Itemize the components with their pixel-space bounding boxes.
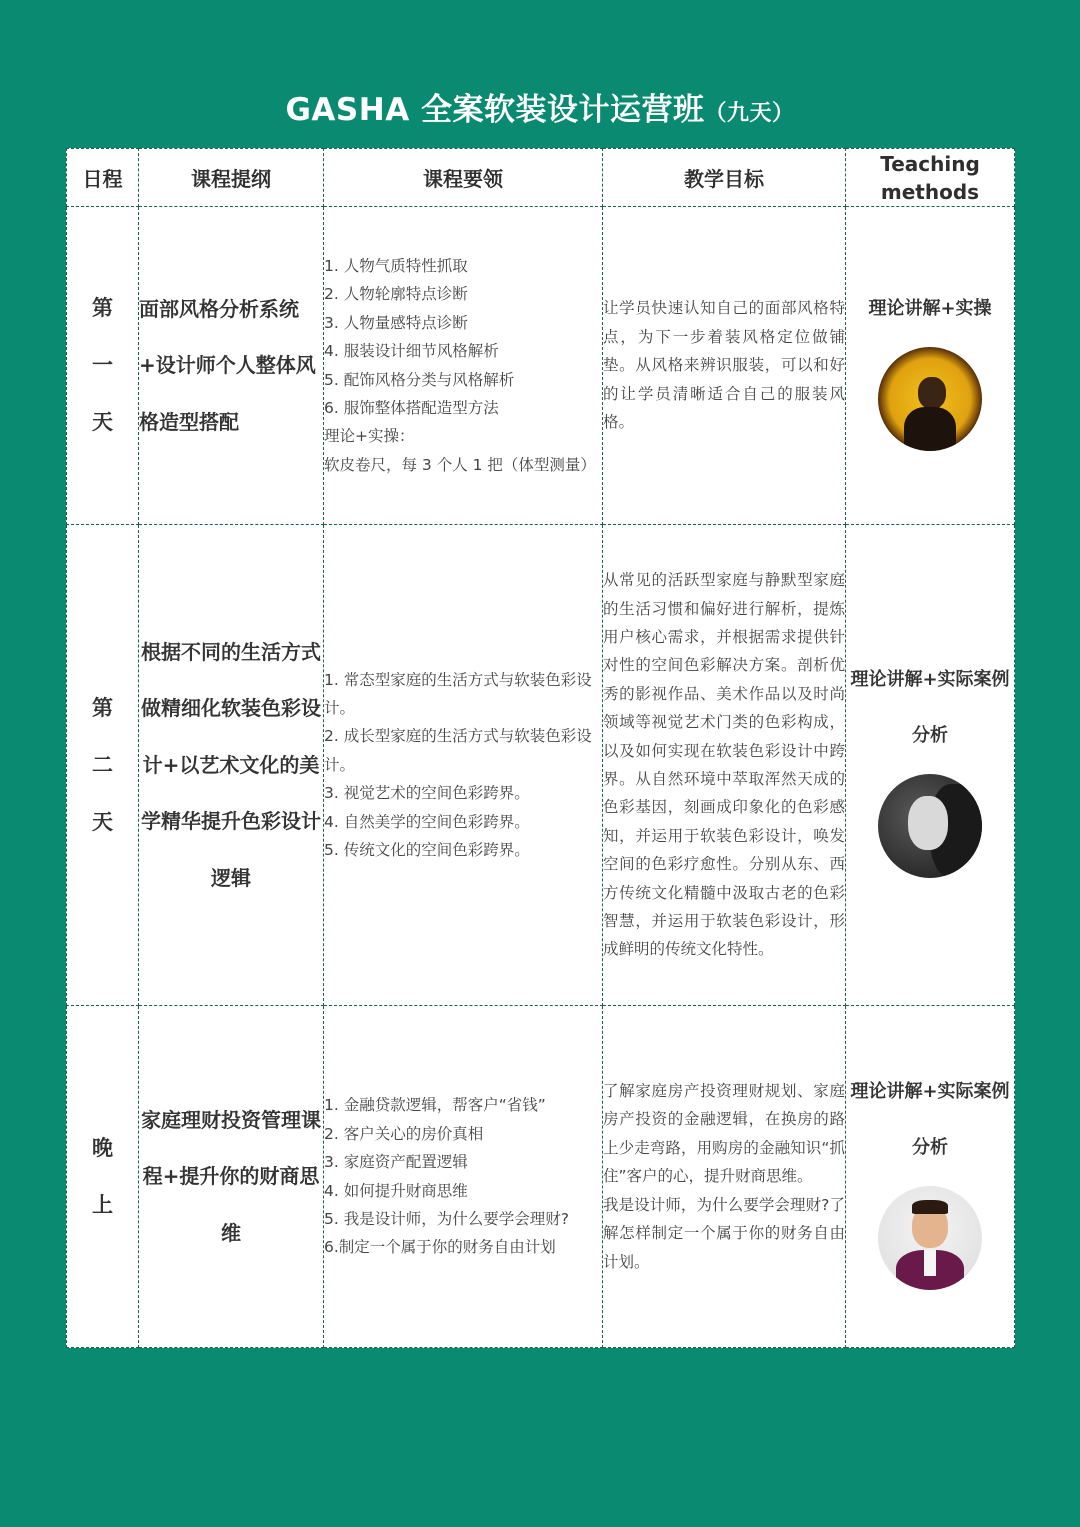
- point-item: 3. 视觉艺术的空间色彩跨界。: [324, 784, 530, 803]
- header-schedule: 日程: [67, 149, 139, 207]
- day-char: 第: [92, 695, 113, 720]
- point-item: 5. 传统文化的空间色彩跨界。: [324, 841, 530, 860]
- point-item: 2. 成长型家庭的生活方式与软装色彩设计。: [324, 727, 592, 774]
- avatar-head: [918, 377, 946, 409]
- course-table: [66, 148, 1015, 1348]
- day-cell: [67, 207, 139, 525]
- goals-cell: 让学员快速认知自己的面部风格特点，为下一步着装风格定位做铺垫。从风格来辨识服装，可以和好的让学员清晰适合自己的服装风格。: [603, 207, 846, 525]
- day-char: 第: [92, 296, 113, 320]
- point-item: 2. 客户关心的房价真相: [324, 1124, 484, 1143]
- avatar-shirt: [924, 1250, 936, 1276]
- point-item: 1. 常态型家庭的生活方式与软装色彩设计。: [324, 670, 592, 717]
- point-item: 5. 配饰风格分类与风格解析: [324, 370, 515, 389]
- point-item: 4. 服装设计细节风格解析: [324, 342, 499, 361]
- day-char: 天: [92, 410, 113, 434]
- point-item: 1. 人物气质特性抓取: [324, 256, 468, 275]
- goals-cell: 从常见的活跃型家庭与静默型家庭的生活习惯和偏好进行解析，提炼用户核心需求，并根据需求提供针对性的空间色彩解决方案。剖析优秀的影视作品、美术作品以及时尚领域等视觉艺术门类的色彩构成，以及如何实现在软装色彩设计中跨界。从自然环境中萃取浑然天成的色彩基因，刻画成印象化的色彩感知，并运用于软装色彩设计，唤发空间的色彩疗愈性。分别从东、西方传统文化精髓中汲取古老的色彩智慧，并运用于软装色彩设计，形成鲜明的传统文化特性。: [603, 525, 846, 1006]
- header-points: 课程要领: [324, 149, 603, 207]
- method-label: 理论讲解+实操: [868, 297, 992, 319]
- point-item: 3. 家庭资产配置逻辑: [324, 1153, 468, 1172]
- point-item: 6.制定一个属于你的财务自由计划: [324, 1238, 556, 1257]
- points-cell: [324, 525, 603, 1006]
- point-item: 5. 我是设计师，为什么要学会理财?: [324, 1209, 569, 1228]
- avatar-hair: [912, 1200, 948, 1214]
- day-cell: [67, 525, 139, 1006]
- avatar-body: [904, 407, 956, 451]
- day-char: 一: [92, 353, 113, 377]
- goals-cell: 了解家庭房产投资理财规划、家庭房产投资的金融逻辑，在换房的路上少走弯路，用购房的金融知识“抓住”客户的心，提升财商思维。 我是设计师，为什么要学会理财?了解怎样制定一个属于你的财务自由计划。: [603, 1006, 846, 1348]
- points-cell: [324, 1006, 603, 1348]
- day-cell: [67, 1006, 139, 1348]
- table-row: [67, 1006, 1015, 1348]
- day-char: 二: [92, 752, 113, 777]
- header-goals: 教学目标: [603, 149, 846, 207]
- points-cell: [324, 207, 603, 525]
- point-item: 1. 金融贷款逻辑，帮客户“省钱”: [324, 1096, 546, 1115]
- title-main: GASHA 全案软装设计运营班: [285, 92, 705, 128]
- header-methods-line1: Teaching: [880, 151, 980, 176]
- point-item: 6. 服饰整体搭配造型方法: [324, 398, 499, 417]
- outline-cell: 面部风格分析系统+设计师个人整体风格造型搭配: [139, 207, 324, 525]
- header-outline: 课程提纲: [139, 149, 324, 207]
- point-item: 4. 自然美学的空间色彩跨界。: [324, 812, 530, 831]
- method-label: 理论讲解+实际案例分析: [850, 669, 1010, 746]
- outline-cell: 根据不同的生活方式做精细化软装色彩设计+以艺术文化的美学精华提升色彩设计逻辑: [139, 525, 324, 1006]
- header-row: [67, 149, 1015, 207]
- header-methods: [846, 149, 1015, 207]
- day-char: 晚: [92, 1135, 113, 1160]
- instructor-avatar: [878, 347, 982, 451]
- instructor-avatar: [878, 774, 982, 878]
- table-row: [67, 207, 1015, 525]
- header-methods-line2: methods: [880, 179, 980, 204]
- day-char: 天: [92, 809, 113, 834]
- point-item: 理论+实操：: [324, 427, 415, 446]
- day-char: 上: [92, 1192, 113, 1217]
- point-item: 2. 人物轮廓特点诊断: [324, 285, 468, 304]
- avatar-face: [908, 796, 948, 850]
- point-item: 软皮卷尺，每 3 个人 1 把（体型测量）: [324, 455, 596, 474]
- outline-cell: 家庭理财投资管理课程+提升你的财商思维: [139, 1006, 324, 1348]
- table-row: [67, 525, 1015, 1006]
- point-item: 4. 如何提升财商思维: [324, 1181, 468, 1200]
- method-cell: [846, 207, 1015, 525]
- title-sub: （九天）: [704, 101, 795, 126]
- instructor-avatar: [878, 1186, 982, 1290]
- method-cell: [846, 525, 1015, 1006]
- method-cell: [846, 1006, 1015, 1348]
- point-item: 3. 人物量感特点诊断: [324, 313, 468, 332]
- page-title: [0, 84, 1080, 129]
- method-label: 理论讲解+实际案例分析: [850, 1080, 1010, 1158]
